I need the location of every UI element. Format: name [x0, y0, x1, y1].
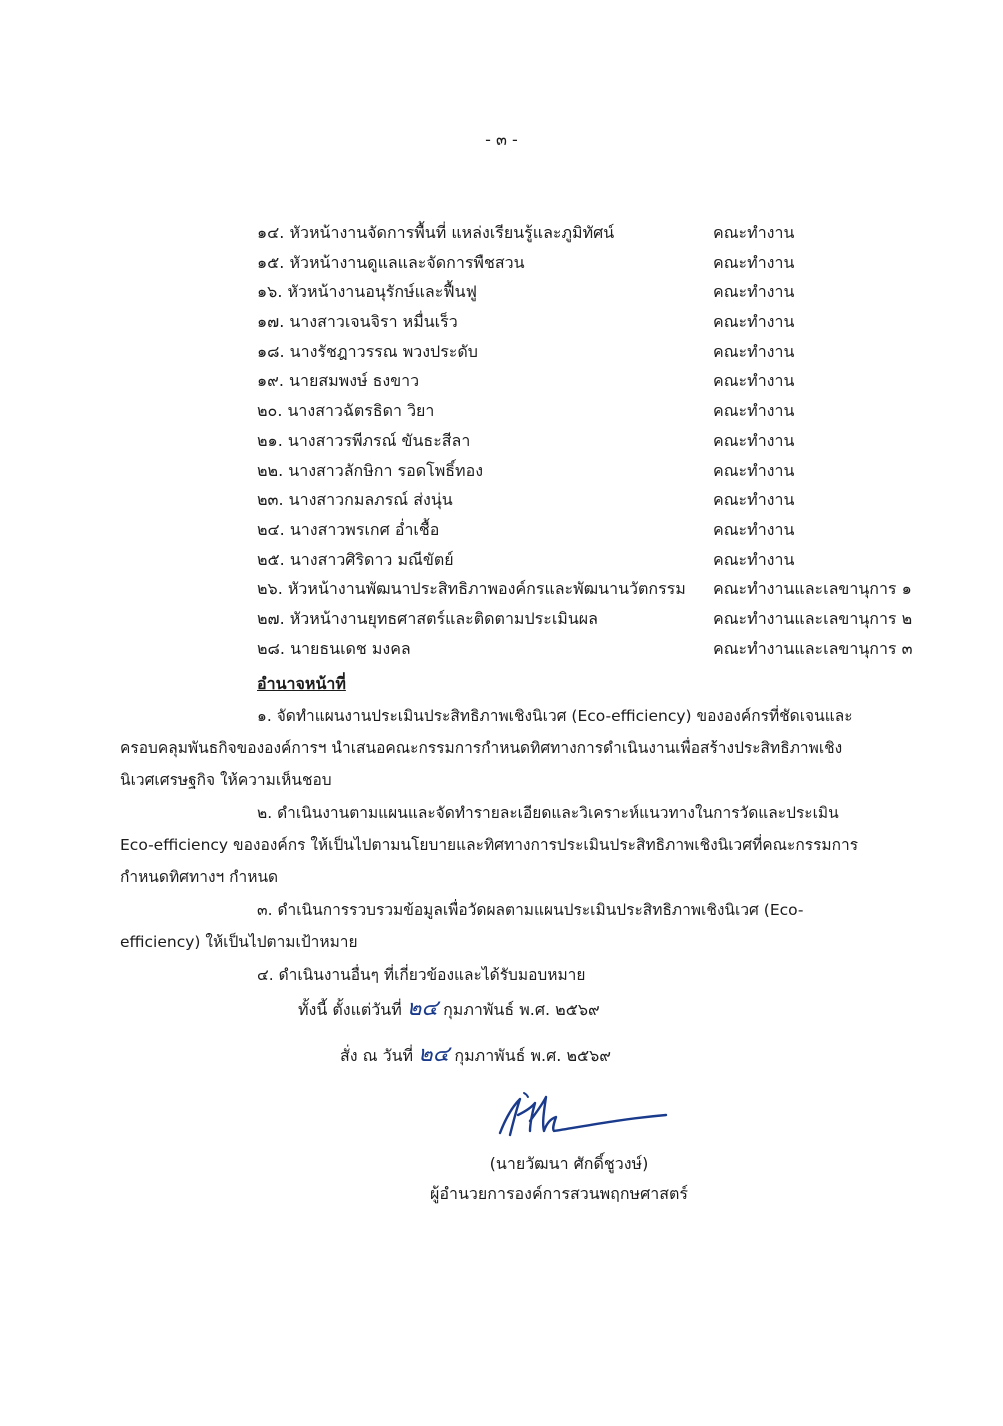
member-name: ๑๘. นางรัชฎาวรรณ พวงประดับ: [257, 341, 478, 361]
duty-line: ครอบคลุมพันธกิจขององค์การฯ นำเสนอคณะกรรมการกำหนดทิศทางการดำเนินงานเพื่อสร้างประสิทธิภาพเชิง: [120, 739, 843, 757]
member-row: [257, 218, 937, 248]
member-role: คณะทำงาน: [713, 490, 795, 510]
duty-line: ๒. ดำเนินงานตามแผนและจัดทำรายละเอียดและวิเคราะห์แนวทางในการวัดและประเมิน: [257, 804, 839, 822]
ordered-day-handwritten: ๒๔: [418, 1042, 450, 1067]
member-row: [257, 545, 937, 575]
duty-line: ๔. ดำเนินงานอื่นๆ ที่เกี่ยวข้องและได้รับมอบหมาย: [257, 966, 586, 984]
member-name: ๒๔. นางสาวพรเกศ อ่ำเชื้อ: [257, 519, 440, 539]
duty-paragraph: [120, 797, 910, 893]
member-row: [257, 456, 937, 486]
member-row: [257, 366, 937, 396]
duties-list: [120, 700, 910, 992]
member-row: [257, 426, 937, 456]
member-role: คณะทำงาน: [713, 549, 795, 569]
member-role: คณะทำงาน: [713, 519, 795, 539]
member-role: คณะทำงาน: [713, 223, 795, 242]
duty-line: Eco-efficiency ขององค์กร ให้เป็นไปตามนโยบายและทิศทางการประเมินประสิทธิภาพเชิงนิเวศที่คณะกรรมการ: [120, 836, 859, 854]
member-role: คณะทำงาน: [713, 430, 795, 450]
duty-line: นิเวศเศรษฐกิจ ให้ความเห็นชอบ: [120, 771, 332, 789]
member-role: คณะทำงานและเลขานุการ ๑: [713, 579, 912, 599]
duty-line: ๑. จัดทำแผนงานประเมินประสิทธิภาพเชิงนิเวศ (Eco-efficiency) ขององค์กรที่ชัดเจนและ: [257, 707, 853, 725]
member-row: [257, 248, 937, 278]
member-row: [257, 485, 937, 515]
member-name: ๒๓. นางสาวกมลภรณ์ ส่งนุ่น: [257, 490, 453, 510]
member-name: ๒๗. หัวหน้างานยุทธศาสตร์และติดตามประเมินผล: [257, 608, 598, 628]
signature-image: [480, 1085, 680, 1145]
effective-prefix: ทั้งนี้ ตั้งแต่วันที่: [298, 1000, 402, 1019]
member-role: คณะทำงาน: [713, 341, 795, 361]
member-role: คณะทำงาน: [713, 401, 795, 421]
duty-paragraph: [120, 700, 910, 796]
member-role: คณะทำงาน: [713, 371, 795, 391]
ordered-suffix: กุมภาพันธ์ พ.ศ. ๒๕๖๙: [454, 1046, 611, 1065]
member-name: ๒๖. หัวหน้างานพัฒนาประสิทธิภาพองค์กรและพัฒนานวัตกรรม: [257, 579, 686, 599]
effective-suffix: กุมภาพันธ์ พ.ศ. ๒๕๖๙: [443, 1000, 600, 1019]
order-date-line: [340, 1036, 611, 1071]
member-role: คณะทำงาน: [713, 460, 795, 480]
signer-title: ผู้อำนวยการองค์การสวนพฤกษศาสตร์: [430, 1184, 688, 1203]
member-role: คณะทำงานและเลขานุการ ๒: [713, 608, 913, 628]
effective-day-handwritten: ๒๔: [406, 996, 439, 1021]
member-row: [257, 574, 937, 604]
member-name: ๒๑. นางสาวรพีภรณ์ ขันธะสีลา: [257, 430, 471, 450]
duty-line: กำหนดทิศทางฯ กำหนด: [120, 868, 279, 886]
effective-date-line: [298, 990, 600, 1025]
member-name: ๒๐. นางสาวฉัตรธิดา วิยา: [257, 401, 435, 421]
member-role: คณะทำงานและเลขานุการ ๓: [713, 638, 913, 658]
member-row: [257, 307, 937, 337]
duty-paragraph: [120, 894, 910, 958]
member-name: ๒๒. นางสาวลักษิกา รอดโพธิ์ทอง: [257, 460, 483, 480]
member-row: [257, 396, 937, 426]
member-name: ๒๘. นายธนเดช มงคล: [257, 638, 411, 658]
member-row: [257, 604, 937, 634]
section-title-duties: อำนาจหน้าที่: [257, 674, 346, 693]
member-name: ๑๖. หัวหน้างานอนุรักษ์และฟื้นฟู: [257, 282, 477, 302]
duty-line: ๓. ดำเนินการรวบรวมข้อมูลเพื่อวัดผลตามแผนประเมินประสิทธิภาพเชิงนิเวศ (Eco-: [257, 901, 804, 919]
member-name: ๑๔. หัวหน้างานจัดการพื้นที่ แหล่งเรียนรู้และภูมิทัศน์: [257, 223, 615, 242]
member-list: [257, 218, 937, 663]
member-role: คณะทำงาน: [713, 282, 795, 302]
member-name: ๒๕. นางสาวศิริดาว มณีขัตย์: [257, 549, 454, 569]
member-row: [257, 515, 937, 545]
page-number: - ๓ -: [485, 130, 518, 149]
member-name: ๑๙. นายสมพงษ์ ธงขาว: [257, 371, 420, 391]
member-role: คณะทำงาน: [713, 312, 795, 332]
member-row: [257, 634, 937, 664]
duty-line: efficiency) ให้เป็นไปตามเป้าหมาย: [120, 933, 358, 951]
member-row: [257, 337, 937, 367]
signer-name: (นายวัฒนา ศักดิ์ชูวงษ์): [489, 1154, 649, 1173]
member-name: ๑๗. นางสาวเจนจิรา หมื่นเร็ว: [257, 312, 458, 332]
ordered-prefix: สั่ง ณ วันที่: [340, 1046, 414, 1065]
duty-paragraph: [120, 959, 910, 991]
member-row: [257, 277, 937, 307]
member-role: คณะทำงาน: [713, 252, 795, 272]
member-name: ๑๕. หัวหน้างานดูแลและจัดการพืชสวน: [257, 252, 525, 272]
